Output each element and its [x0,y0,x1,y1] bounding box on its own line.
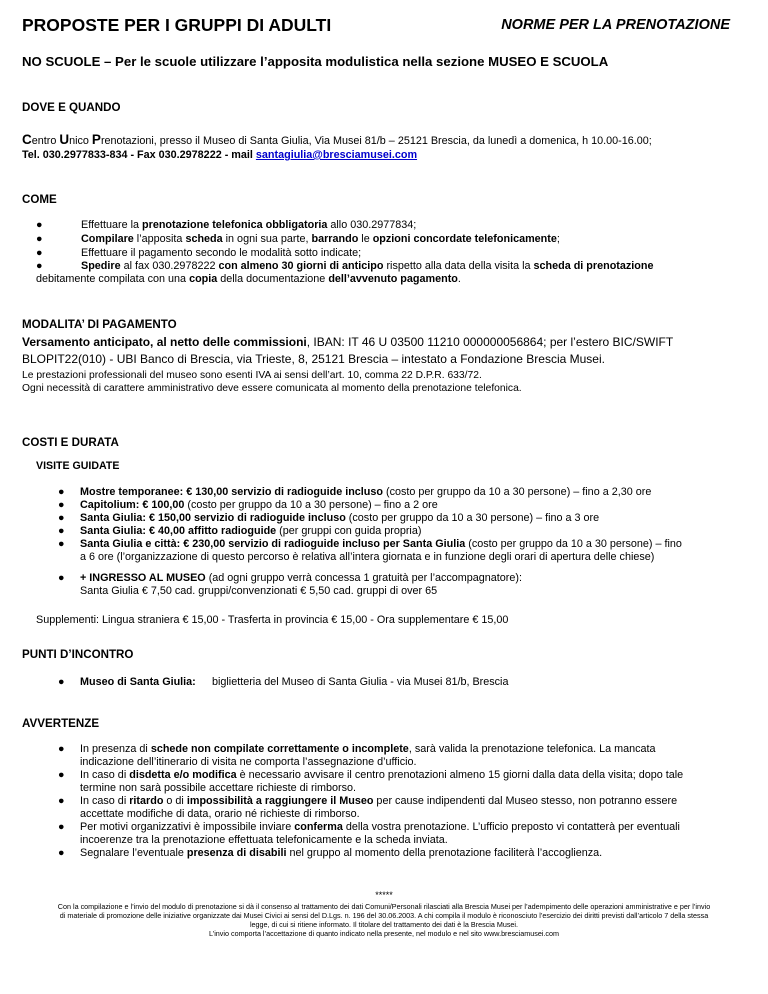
section-heading-come: COME [22,193,57,206]
list-item: ● + INGRESSO AL MUSEO (ad ogni gruppo verrà concessa 1 gratuità per l’accompagnatore): [58,572,522,584]
bullet-icon: ● [36,219,43,231]
payment-note-2: Ogni necessità di carattere amministrativo deve essere comunicata al momento della prenotazione telefonica. [22,383,522,394]
list-item: ● Santa Giulia e città: € 230,00 servizio di radioguide incluso per Santa Giulia (costo per gruppo da 10 a 30 persone) – fino [58,538,682,550]
subheading-visite: VISITE GUIDATE [36,460,120,472]
list-item-continuation: termine non sarà possibile accettare richieste di rimborso. [80,782,357,794]
list-item: ● Santa Giulia: € 40,00 affitto radioguide (per gruppi con guida propria) [58,525,422,537]
list-item: ● In caso di disdetta e/o modifica è necessario avvisare il centro prenotazioni almeno 15 giorni dalla data della visita; dopo tale [58,769,684,781]
list-item: ● Per motivi organizzativi è impossibile inviare conferma della vostra prenotazione. L’ufficio preposto vi contatterà per eventuali [58,821,680,833]
bullet-icon: ● [58,821,65,833]
list-item-continuation: Santa Giulia € 7,50 cad. gruppi/convenzionati € 5,50 cad. gruppi di over 65 [80,585,438,597]
list-item: ● Capitolium: € 100,00 (costo per gruppo da 10 a 30 persone) – fino a 2 ore [58,499,438,511]
supplements-line: Supplementi: Lingua straniera € 15,00 - Trasferta in provincia € 15,00 - Ora supplementare € 15,00 [36,614,509,626]
bullet-icon: ● [58,769,65,781]
list-item: ● Spedire al fax 030.2978222 con almeno 30 giorni di anticipo rispetto alla data della visita la scheda di prenotazione [36,260,654,272]
section-heading-dove: DOVE E QUANDO [22,101,121,114]
list-item-continuation: incoerenze tra la prenotazione effettuata telefonicamente e la scheda inviata. [80,834,448,846]
bullet-icon: ● [58,572,65,584]
school-notice: NO SCUOLE – Per le scuole utilizzare l’apposita modulistica nella sezione MUSEO E SCUOLA [22,54,609,69]
page-title: PROPOSTE PER I GRUPPI DI ADULTI [22,15,332,35]
list-item: ● In caso di ritardo o di impossibilità a raggiungere il Museo per cause indipendenti dal Museo stesso, non potranno essere [58,795,678,807]
bullet-icon: ● [36,247,43,259]
footer-privacy-text: Con la compilazione e l’invio del modulo di prenotazione si dà il consenso al trattamento dei dati Comuni/Personali rilasciati alla Brescia Musei per l’adempimento delle operazioni amministrative e per l’invio di materiale di promozione delle iniziative organizzate dai Musei Civici ai sensi del D.Lgs. n. 196 del 30.06.2003. A chi compila il modulo è riconosciuto l’esercizio dei diritti previsti dall’articolo 7 della stessa legge, di cui si ritiene informato. Il titolare del trattamento dei dati è la Brescia Musei. L’invio comporta l’accettazione di quanto indicato nella presente, nel modulo e nel sito www.bresciamusei.com [57,902,711,938]
list-item-continuation: debitamente compilata con una copia della documentazione dell’avvenuto pagamento. [36,273,461,285]
list-item: ● Santa Giulia: € 150,00 servizio di radioguide incluso (costo per gruppo da 10 a 30 persone) – fino a 3 ore [58,512,600,524]
list-item-continuation: accettate modifiche di data, orario né richieste di rimborso. [80,808,360,820]
bullet-icon: ● [58,499,65,511]
email-link[interactable]: santagiulia@bresciamusei.com [255,149,418,161]
bullet-icon: ● [58,847,65,859]
list-item: ● Mostre temporanee: € 130,00 servizio di radioguide incluso (costo per gruppo da 10 a 30 persone) – fino a 2,30 ore [58,486,652,498]
bullet-icon: ● [36,233,43,245]
payment-line-1: Versamento anticipato, al netto delle commissioni, IBAN: IT 46 U 03500 11210 000000056864; per l’estero BIC/SWIFT [22,335,674,349]
section-heading-pagamento: MODALITA’ DI PAGAMENTO [22,318,177,331]
address-line: Centro Unico Prenotazioni, presso il Museo di Santa Giulia, Via Musei 81/b – 25121 Brescia, da lunedì a domenica, h 10.00-16.00; [22,132,652,147]
bullet-icon: ● [58,795,65,807]
list-item: ● Segnalare l’eventuale presenza di disabili nel gruppo al momento della prenotazione faciliterà l’accoglienza. [58,847,603,859]
section-heading-costi: COSTI E DURATA [22,436,119,449]
bullet-icon: ● [36,260,43,272]
bullet-icon: ● [58,525,65,537]
bullet-icon: ● [58,743,65,755]
list-item: ● Effettuare la prenotazione telefonica obbligatoria allo 030.2977834; [36,219,417,231]
contacts-line: Tel. 030.2977833-834 - Fax 030.2978222 - mail santagiulia@bresciamusei.com [22,149,418,161]
section-heading-punti: PUNTI D’INCONTRO [22,648,134,661]
list-item: ● Museo di Santa Giulia: biglietteria del Museo di Santa Giulia - via Musei 81/b, Brescia [58,676,509,688]
footer-separator: ***** [375,890,393,900]
payment-line-2: BLOPIT22(010) - UBI Banco di Brescia, via Trieste, 8, 25121 Brescia – intestato a Fondazione Brescia Musei. [22,352,605,366]
list-item: ● In presenza di schede non compilate correttamente o incomplete, sarà valida la prenotazione telefonica. La mancata [58,743,656,755]
bullet-icon: ● [58,538,65,550]
list-item: ● Compilare l’apposita scheda in ogni sua parte, barrando le opzioni concordate telefonicamente; [36,233,560,245]
bullet-icon: ● [58,486,65,498]
list-item-continuation: a 6 ore (l’organizzazione di questo percorso è relativa all’intera giornata e in funzione degli orari di apertura delle chiese) [80,551,655,563]
list-item-continuation: indicazione dell’itinerario di visita ne comporta l’assegnazione d’ufficio. [80,756,417,768]
list-item: ● Effettuare il pagamento secondo le modalità sotto indicate; [36,247,362,259]
section-heading-avvertenze: AVVERTENZE [22,717,100,730]
payment-note-1: Le prestazioni professionali del museo sono esenti IVA ai sensi dell’art. 10, comma 22 D.P.R. 633/72. [22,370,482,381]
bullet-icon: ● [58,512,65,524]
page-subtitle: NORME PER LA PRENOTAZIONE [501,17,730,33]
bullet-icon: ● [58,676,65,688]
